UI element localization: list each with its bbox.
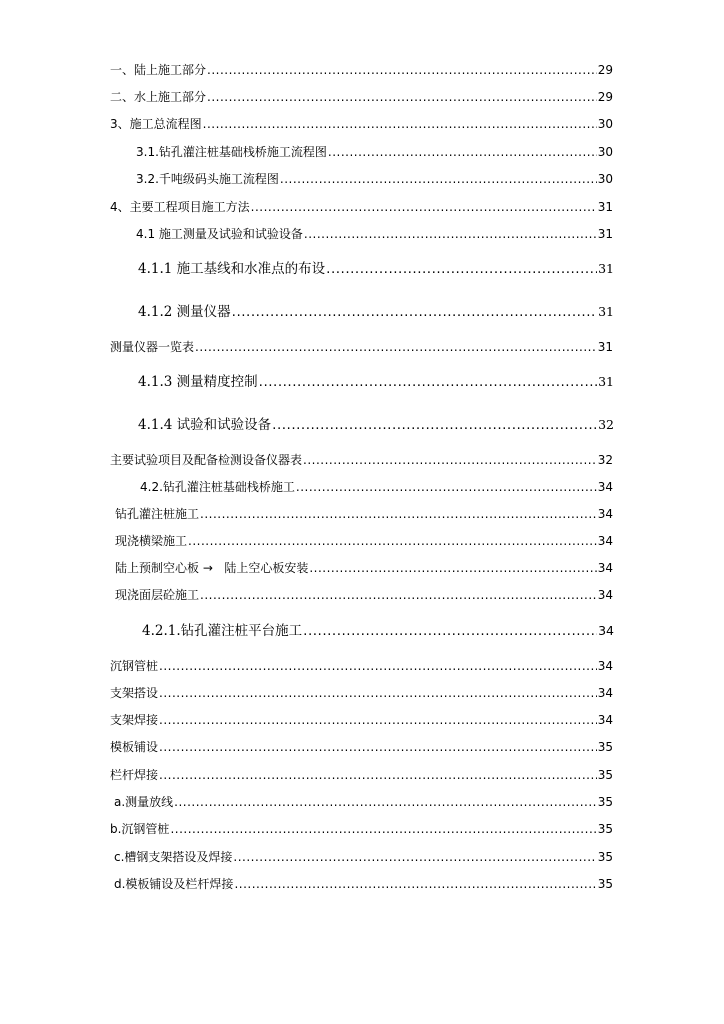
- toc-leader-dots: [159, 660, 597, 672]
- toc-page-number: 31: [597, 227, 613, 241]
- toc-entry[interactable]: [115, 562, 613, 574]
- toc-entry[interactable]: [114, 878, 613, 890]
- toc-entry[interactable]: [115, 589, 613, 601]
- toc-leader-dots: [207, 64, 597, 76]
- toc-entry[interactable]: [110, 687, 613, 699]
- toc-section-title: 测量精度控制: [176, 374, 258, 390]
- toc-entry-title: 二、水上施工部分: [110, 90, 207, 104]
- toc-page-number: 34: [597, 480, 613, 494]
- toc-entry[interactable]: [110, 64, 613, 76]
- toc-page-number: 35: [597, 850, 613, 864]
- toc-leader-dots: [259, 376, 597, 390]
- toc-entry[interactable]: [115, 508, 613, 520]
- toc-leader-dots: [159, 714, 597, 726]
- toc-entry-title: 现浇面层砼施工: [115, 588, 200, 602]
- toc-leader-dots: [234, 878, 596, 890]
- toc-page-number: 34: [597, 659, 613, 673]
- toc-entry[interactable]: [142, 625, 614, 639]
- toc-entry[interactable]: [110, 341, 613, 353]
- toc-leader-dots: [188, 535, 597, 547]
- toc-section-title: 测量仪器: [176, 304, 231, 320]
- toc-leader-dots: [174, 796, 597, 808]
- toc-page-number: 35: [597, 822, 613, 836]
- toc-entry-title: 沉钢管桩: [110, 659, 159, 673]
- toc-leader-dots: [309, 562, 596, 574]
- toc-leader-dots: [326, 263, 597, 277]
- toc-entry[interactable]: [136, 228, 613, 240]
- toc-leader-dots: [159, 769, 597, 781]
- toc-leader-dots: [328, 146, 597, 158]
- toc-leader-dots: [233, 851, 596, 863]
- toc-entry[interactable]: [110, 454, 613, 466]
- toc-page-number: 32: [598, 417, 614, 432]
- toc-section-title: 钻孔灌注桩平台施工: [180, 623, 303, 639]
- toc-entry[interactable]: [110, 741, 613, 753]
- toc-section-number: 4.1.2: [138, 304, 173, 320]
- toc-entry[interactable]: [110, 823, 613, 835]
- toc-section-title: 施工基线和水准点的布设: [176, 261, 326, 277]
- toc-page-number: 31: [597, 340, 613, 354]
- toc-entry-title: c.槽钢支架搭设及焊接: [114, 850, 233, 864]
- toc-page-number: 35: [597, 740, 613, 754]
- toc-page-number: 35: [597, 795, 613, 809]
- toc-page-number: 34: [598, 623, 614, 638]
- toc-leader-dots: [304, 228, 597, 240]
- toc-entry-title: 4.1 施工测量及试验和试验设备: [136, 227, 303, 241]
- toc-entry[interactable]: [110, 769, 613, 781]
- toc-page-number: 32: [597, 453, 613, 467]
- toc-entry[interactable]: [110, 660, 613, 672]
- toc-page-number: 29: [597, 90, 613, 104]
- toc-entry[interactable]: [136, 146, 613, 158]
- toc-entry-title: [138, 263, 325, 277]
- toc-entry-title: 栏杆焊接: [110, 768, 159, 782]
- toc-section-number: 4.1.4: [138, 417, 173, 433]
- toc-leader-dots: [170, 823, 596, 835]
- toc-entry-title: 支架焊接: [110, 713, 159, 727]
- toc-entry-title: 陆上预制空心板 → 陆上空心板安装: [115, 561, 309, 575]
- toc-entry[interactable]: [138, 419, 614, 433]
- toc-page-number: 34: [597, 507, 613, 521]
- toc-entry[interactable]: [114, 796, 613, 808]
- toc-entry-title: 支架搭设: [110, 686, 159, 700]
- toc-leader-dots: [272, 419, 597, 433]
- toc-entry-title: 一、陆上施工部分: [110, 63, 207, 77]
- toc-leader-dots: [200, 508, 597, 520]
- toc-page-number: 34: [597, 534, 613, 548]
- toc-section-number: 4.1.3: [138, 374, 173, 390]
- toc-entry[interactable]: [138, 263, 614, 277]
- toc-leader-dots: [296, 481, 597, 493]
- toc-entry[interactable]: [110, 201, 613, 213]
- toc-entry-title: 3.1.钻孔灌注桩基础栈桥施工流程图: [136, 145, 327, 159]
- toc-leader-dots: [195, 341, 597, 353]
- toc-section-number: 4.1.1: [138, 261, 173, 277]
- toc-leader-dots: [303, 454, 597, 466]
- toc-page-number: 30: [597, 117, 613, 131]
- toc-entry[interactable]: [115, 535, 613, 547]
- toc-leader-dots: [232, 306, 597, 320]
- toc-leader-dots: [203, 118, 597, 130]
- toc-page-number: 34: [597, 588, 613, 602]
- toc-entry-title: [138, 306, 231, 320]
- toc-page-number: 35: [597, 768, 613, 782]
- toc-page-number: 29: [597, 63, 613, 77]
- toc-page-number: 31: [598, 261, 614, 276]
- toc-entry-title: 钻孔灌注桩施工: [115, 507, 200, 521]
- toc-page-number: 31: [598, 374, 614, 389]
- toc-leader-dots: [303, 625, 597, 639]
- toc-entry-title: d.模板铺设及栏杆焊接: [114, 877, 234, 891]
- toc-leader-dots: [207, 91, 597, 103]
- toc-entry-title: 模板铺设: [110, 740, 159, 754]
- toc-entry-title: 3.2.千吨级码头施工流程图: [136, 172, 279, 186]
- toc-entry[interactable]: [110, 91, 613, 103]
- toc-entry[interactable]: [140, 481, 613, 493]
- toc-entry[interactable]: [114, 851, 613, 863]
- toc-page-number: 34: [597, 713, 613, 727]
- toc-entry-title: a.测量放线: [114, 795, 174, 809]
- toc-page-number: 31: [598, 304, 614, 319]
- toc-entry-title: 主要试验项目及配备检测设备仪器表: [110, 453, 303, 467]
- toc-entry[interactable]: [138, 376, 614, 390]
- toc-entry-title: b.沉钢管桩: [110, 822, 170, 836]
- toc-page-number: 34: [597, 561, 613, 575]
- toc-page-number: 31: [597, 200, 613, 214]
- toc-entry-title: 3、施工总流程图: [110, 117, 202, 131]
- toc-leader-dots: [159, 687, 597, 699]
- toc-entry[interactable]: [136, 173, 613, 185]
- toc-leader-dots: [200, 589, 597, 601]
- toc-entry-title: [138, 419, 271, 433]
- toc-entry-title: [138, 376, 258, 390]
- toc-page-number: 34: [597, 686, 613, 700]
- toc-section-number: 4.2.1.: [142, 623, 181, 639]
- toc-leader-dots: [251, 201, 597, 213]
- toc-entry-title: 4、主要工程项目施工方法: [110, 200, 250, 214]
- toc-page-number: 30: [597, 145, 613, 159]
- toc-entry-title: 测量仪器一览表: [110, 340, 195, 354]
- toc-leader-dots: [159, 741, 597, 753]
- toc-entry[interactable]: [110, 118, 613, 130]
- toc-entry[interactable]: [110, 714, 613, 726]
- toc-section-title: 试验和试验设备: [176, 417, 272, 433]
- toc-leader-dots: [280, 173, 597, 185]
- toc-entry[interactable]: [138, 306, 614, 320]
- toc-entry-title: 现浇横梁施工: [115, 534, 188, 548]
- toc-entry-title: [142, 625, 302, 639]
- toc-page-number: 35: [597, 877, 613, 891]
- toc-page-number: 30: [597, 172, 613, 186]
- toc-entry-title: 4.2.钻孔灌注桩基础栈桥施工: [140, 480, 295, 494]
